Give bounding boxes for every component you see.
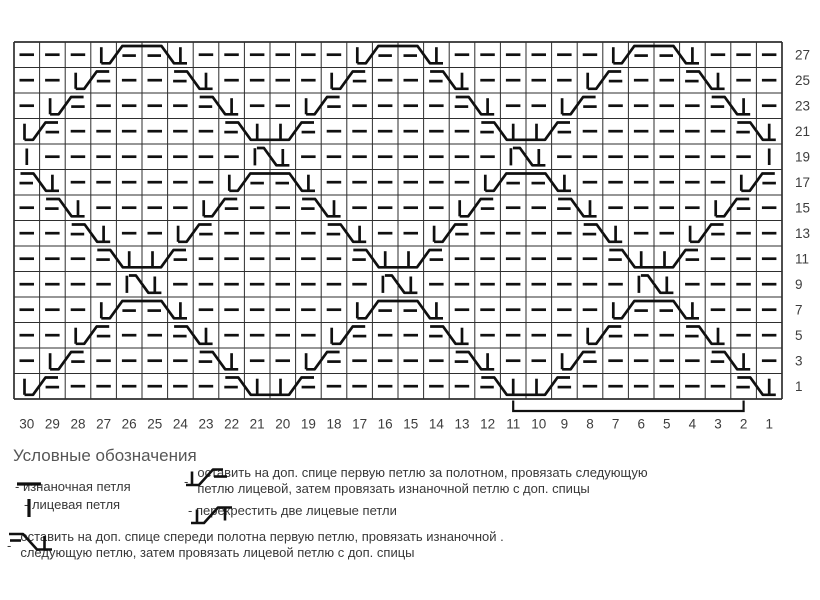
svg-text:3: 3: [795, 353, 803, 369]
legend-item-cable-front: [6, 529, 504, 561]
svg-text:9: 9: [560, 416, 569, 432]
svg-text:13: 13: [454, 416, 470, 432]
cable-back-icon: [183, 465, 231, 490]
svg-text:27: 27: [795, 47, 811, 63]
svg-text:1: 1: [765, 416, 773, 432]
svg-text:17: 17: [795, 174, 811, 190]
svg-text:5: 5: [663, 416, 671, 432]
svg-text:6: 6: [637, 416, 645, 432]
svg-text:28: 28: [70, 416, 86, 432]
svg-text:13: 13: [795, 225, 811, 241]
svg-text:25: 25: [795, 72, 811, 88]
knit-label: - лицевая петля: [24, 497, 121, 512]
cable-back-dash: -: [184, 473, 189, 489]
svg-text:23: 23: [795, 98, 811, 114]
svg-text:5: 5: [795, 327, 803, 343]
svg-text:8: 8: [586, 416, 594, 432]
svg-text:15: 15: [403, 416, 419, 432]
svg-text:17: 17: [352, 416, 368, 432]
svg-text:3: 3: [714, 416, 722, 432]
svg-text:20: 20: [275, 416, 291, 432]
cable-front-text: оставить на доп. спице спереди полотна первую петлю, провязать изнаночной . следующую петлю, затем провязать лицевой петлю с доп. спицы: [20, 529, 504, 560]
cable-front-icon: [6, 529, 56, 555]
svg-text:25: 25: [147, 416, 163, 432]
svg-text:19: 19: [795, 149, 811, 165]
legend: [0, 443, 820, 600]
svg-text:7: 7: [795, 302, 803, 318]
svg-text:30: 30: [19, 416, 35, 432]
cross-knit-icon: [188, 503, 236, 528]
svg-text:14: 14: [428, 416, 444, 432]
svg-text:12: 12: [480, 416, 496, 432]
legend-item-cable-back: [183, 465, 648, 497]
cable-back-text: оставить на доп. спице первую петлю за полотном, провязать следующую петлю лицевой, затем провязать изнаночной петлю с доп. спицы: [197, 465, 648, 496]
svg-text:15: 15: [795, 200, 811, 216]
svg-text:4: 4: [688, 416, 697, 432]
legend-item-cross: [188, 503, 397, 518]
svg-text:26: 26: [121, 416, 137, 432]
svg-text:7: 7: [611, 416, 620, 432]
svg-text:19: 19: [300, 416, 316, 432]
svg-text:2: 2: [739, 416, 748, 432]
svg-text:29: 29: [44, 416, 60, 432]
svg-text:21: 21: [249, 416, 265, 432]
knit-stitch-icon: [24, 497, 34, 519]
purl-stitch-icon: [15, 479, 43, 489]
svg-text:24: 24: [172, 416, 188, 432]
svg-text:23: 23: [198, 416, 214, 432]
svg-text:16: 16: [377, 416, 393, 432]
svg-text:9: 9: [795, 276, 803, 292]
svg-text:10: 10: [531, 416, 547, 432]
svg-text:1: 1: [795, 378, 803, 394]
legend-title: Условные обозначения: [13, 446, 197, 465]
svg-text:27: 27: [96, 416, 112, 432]
legend-item-purl: [15, 479, 131, 494]
cable-front-dash: -: [7, 537, 12, 553]
legend-item-knit: [24, 497, 120, 512]
svg-text:11: 11: [506, 416, 521, 432]
svg-text:18: 18: [326, 416, 342, 432]
svg-text:22: 22: [224, 416, 240, 432]
svg-text:21: 21: [795, 123, 811, 139]
purl-label: - изнаночная петля: [15, 479, 131, 494]
cross-label: - перекрестить две лицевые петли: [188, 503, 397, 518]
svg-text:11: 11: [795, 251, 810, 267]
